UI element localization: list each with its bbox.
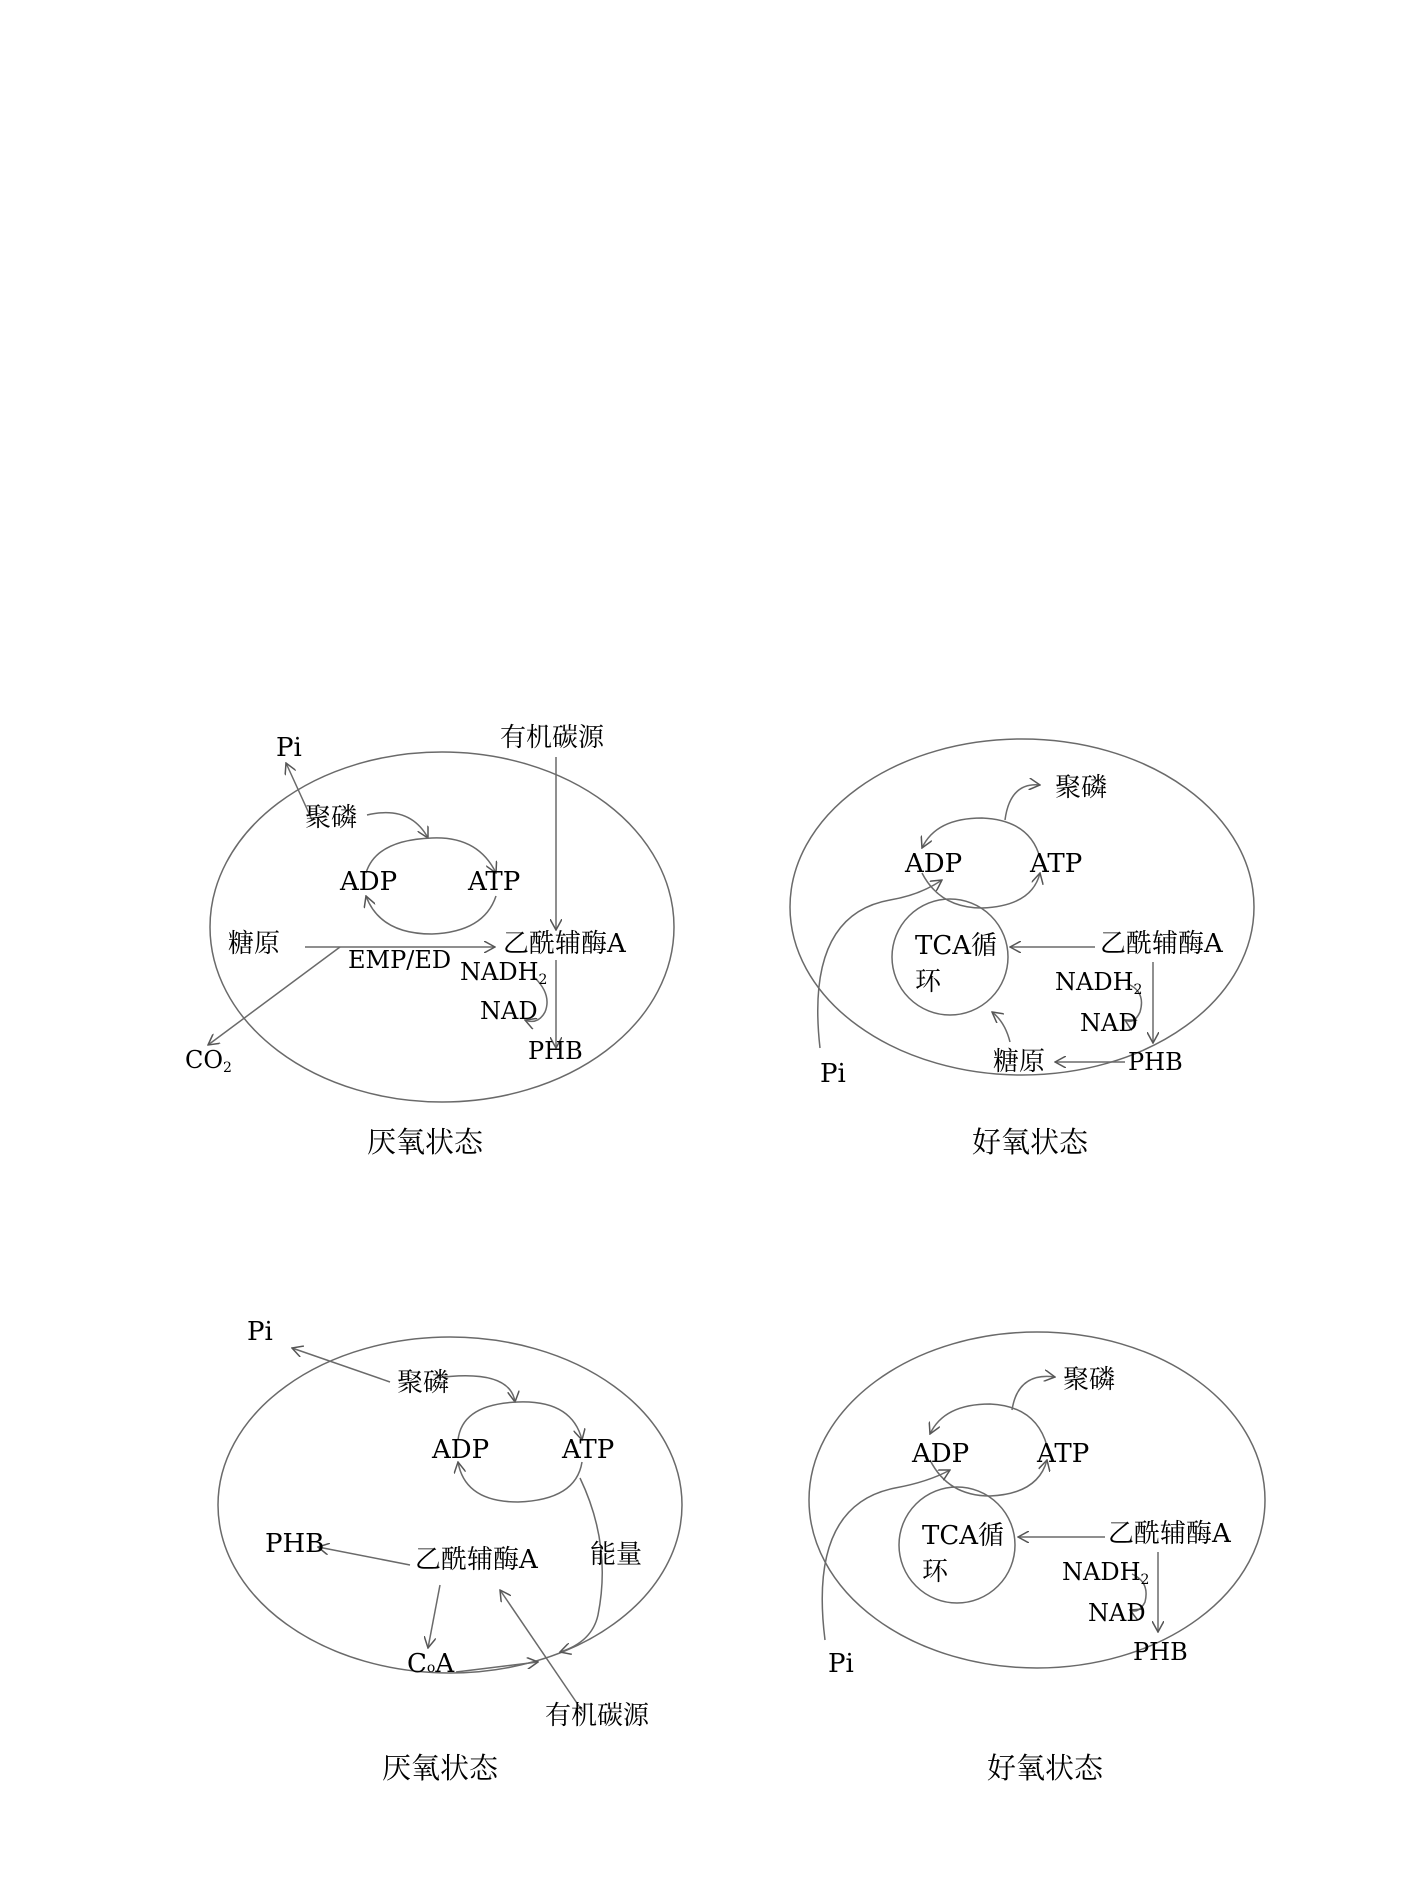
label-acetyl-coa: 乙酰辅酶A (1100, 929, 1223, 959)
label-glycogen: 糖原 (228, 929, 281, 959)
diagram-aerobic-top (790, 739, 1254, 1159)
caption-anaerobic: 厌氧状态 (366, 1125, 484, 1159)
diagram-aerobic-bottom (809, 1332, 1265, 1785)
label-pi: Pi (828, 1649, 854, 1679)
label-adp: ADP (340, 867, 398, 897)
arrow-polyp-to-atp (367, 813, 428, 838)
arrow-coa-to-uptake (456, 1662, 538, 1672)
caption-anaerobic: 厌氧状态 (381, 1751, 499, 1785)
diagram-anaerobic-top (185, 723, 674, 1159)
label-phb: PHB (528, 1037, 583, 1065)
label-adp: ADP (912, 1439, 970, 1469)
label-emp-ed: EMP/ED (348, 946, 452, 974)
label-atp: ATP (562, 1435, 615, 1465)
label-tca-2: 环 (922, 1557, 949, 1587)
caption-aerobic: 好氧状态 (971, 1125, 1089, 1159)
arrow-to-co2 (208, 947, 340, 1045)
label-polyp: 聚磷 (305, 803, 358, 833)
arrow-pi-to-adp (822, 1470, 950, 1640)
label-atp: ATP (1037, 1439, 1090, 1469)
label-tca-1: TCA循 (922, 1521, 1005, 1551)
label-nad: NAD (1088, 1599, 1146, 1627)
label-energy: 能量 (590, 1540, 643, 1570)
label-acetyl-coa: 乙酰辅酶A (503, 929, 626, 959)
label-glycogen: 糖原 (993, 1047, 1046, 1077)
label-org-carbon: 有机碳源 (500, 723, 605, 753)
label-polyp: 聚磷 (1055, 773, 1108, 803)
arrow-carbon-to-acetylcoa (500, 1590, 583, 1712)
label-nad: NAD (1080, 1009, 1138, 1037)
arrow-polyp-to-pi (292, 1348, 390, 1382)
arrow-atp-to-polyp (1012, 1376, 1055, 1410)
cell-membrane (210, 752, 674, 1102)
label-pi: Pi (820, 1059, 846, 1089)
arrow-acetylcoa-to-phb (318, 1547, 410, 1565)
caption-aerobic: 好氧状态 (986, 1751, 1104, 1785)
label-acetyl-coa: 乙酰辅酶A (1108, 1519, 1231, 1549)
label-nadh: NADH2 (1055, 968, 1143, 998)
cell-membrane (218, 1337, 682, 1673)
label-phb: PHB (265, 1529, 325, 1559)
label-adp: ADP (905, 849, 963, 879)
label-acetyl-coa: 乙酰辅酶A (415, 1545, 538, 1575)
label-pi: Pi (247, 1317, 273, 1347)
label-pi: Pi (276, 733, 302, 763)
cycle-atp-adp-bottom (458, 1462, 582, 1502)
cell-membrane (790, 739, 1254, 1075)
label-nad: NAD (480, 997, 538, 1025)
label-tca-1: TCA循 (915, 931, 998, 961)
label-atp: ATP (468, 867, 521, 897)
label-phb: PHB (1128, 1048, 1183, 1076)
label-coa: CoA (407, 1649, 455, 1679)
label-polyp: 聚磷 (397, 1368, 450, 1398)
label-atp: ATP (1030, 849, 1083, 879)
label-phb: PHB (1133, 1638, 1188, 1666)
cycle-atp-adp-bottom (366, 896, 496, 934)
diagram-anaerobic-bottom (218, 1317, 682, 1785)
label-tca-2: 环 (915, 967, 942, 997)
label-polyp: 聚磷 (1063, 1365, 1116, 1395)
arrow-glycogen-to-tca (992, 1012, 1010, 1042)
cell-membrane (809, 1332, 1265, 1668)
label-org-carbon: 有机碳源 (545, 1701, 650, 1731)
label-nadh: NADH2 (460, 958, 548, 988)
label-co2: CO2 (185, 1046, 232, 1076)
arrow-acetylcoa-to-coa (428, 1585, 440, 1648)
label-nadh: NADH2 (1062, 1558, 1150, 1588)
label-adp: ADP (432, 1435, 490, 1465)
arrow-atp-to-polyp (1005, 785, 1040, 820)
